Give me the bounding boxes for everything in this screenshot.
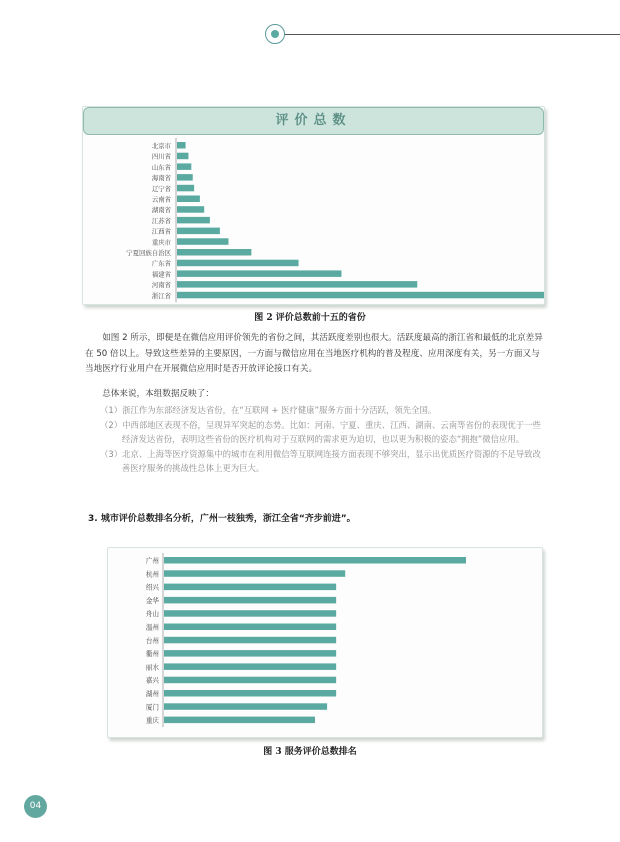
bar xyxy=(164,610,336,617)
bar xyxy=(164,597,336,604)
category-label: 辽宁省 xyxy=(151,184,171,193)
paragraph-text: 总体来说，本组数据反映了： xyxy=(102,389,214,399)
bar xyxy=(177,142,186,149)
category-label: 绍兴 xyxy=(145,583,159,592)
bar xyxy=(164,717,315,724)
category-label: 杭州 xyxy=(145,570,159,579)
list-item: （2）中西部地区表现不俗，呈现异军突起的态势。比如：河南、宁夏、重庆、江西、湖南、云南等省份的表现优于一些经济发达省份，表明这些省份的医疗机构对于互联网的需求更为迫切，也以更为积极的姿态“拥抱”微信应用。 xyxy=(100,419,541,445)
findings-list xyxy=(100,403,545,476)
category-label: 金华 xyxy=(145,596,159,605)
category-label: 海南省 xyxy=(151,174,171,183)
bar xyxy=(177,281,417,288)
chart-provinces-header: 评价总数 xyxy=(83,107,544,135)
category-label: 云南省 xyxy=(151,195,171,204)
bar xyxy=(164,624,336,631)
category-label: 四川省 xyxy=(151,152,171,161)
category-label: 浙江省 xyxy=(151,291,171,300)
category-label: 广东省 xyxy=(151,259,171,268)
category-label: 台州 xyxy=(145,636,159,645)
category-label: 重庆 xyxy=(145,716,159,725)
bar xyxy=(177,217,210,224)
category-label: 江西省 xyxy=(151,227,171,236)
bar xyxy=(164,690,336,697)
page-number: 04 xyxy=(24,795,47,818)
bar xyxy=(177,249,251,256)
chart-provinces-frame xyxy=(82,106,545,305)
category-label: 厦门 xyxy=(145,703,159,712)
bar xyxy=(177,163,191,170)
bar xyxy=(164,650,336,657)
header-rule xyxy=(282,34,620,35)
category-label: 衢州 xyxy=(145,650,159,659)
category-label: 北京市 xyxy=(151,141,171,150)
bar xyxy=(164,703,327,710)
bar xyxy=(164,570,345,577)
chart-cities-svg xyxy=(108,548,542,737)
category-label: 河南省 xyxy=(151,281,171,290)
bar xyxy=(177,238,228,245)
category-label: 湖州 xyxy=(145,689,159,698)
category-label: 丽水 xyxy=(145,663,159,672)
section-heading: 3. 城市评价总数排名分析，广州一枝独秀，浙江全省“齐步前进”。 xyxy=(88,514,356,524)
chart-cities-frame xyxy=(107,547,543,738)
bar xyxy=(164,677,336,684)
paragraph-text: 如图 2 所示，即便是在微信应用评价领先的省份之间，其活跃度差别也很大。活跃度最高的浙江省和最低的北京差异在 50 倍以上。导致这些差异的主要原因，一方面与微信应用在当地医疗机构的普及程度、应用深度有关，另一方面又与当地医疗行业用户在开展微信应用时是否开放评论接口有关。 xyxy=(85,333,543,374)
category-label: 福建省 xyxy=(151,270,171,279)
chart-provinces-svg xyxy=(83,107,544,304)
bar xyxy=(177,206,204,213)
bar xyxy=(177,260,299,267)
category-label: 山东省 xyxy=(151,163,171,172)
bar xyxy=(164,584,336,591)
figure-3-caption: 图 3 服务评价总数排名 xyxy=(263,747,357,757)
category-label: 嘉兴 xyxy=(145,676,159,685)
list-item: （1）浙江作为东部经济发达省份，在“互联网 + 医疗健康”服务方面十分活跃，领先全国。 xyxy=(100,405,437,415)
body-paragraph-2 xyxy=(85,387,545,403)
bar xyxy=(177,270,341,277)
body-paragraph-1 xyxy=(85,331,545,378)
header-circle-ornament xyxy=(265,24,285,44)
category-label: 江苏省 xyxy=(151,216,171,225)
category-label: 重庆市 xyxy=(151,238,171,247)
category-label: 广州 xyxy=(145,556,159,565)
category-label: 湖南省 xyxy=(151,206,171,215)
bar xyxy=(177,228,220,235)
figure-2-caption: 图 2 评价总数前十五的省份 xyxy=(254,313,366,323)
bar xyxy=(177,185,194,192)
bar xyxy=(164,557,466,564)
bar xyxy=(177,153,188,160)
bar xyxy=(177,292,544,299)
bar xyxy=(164,663,336,670)
category-label: 温州 xyxy=(145,623,159,632)
list-item: （3）北京、上海等医疗资源集中的城市在利用微信等互联网连接方面表现不够突出，显示出优质医疗资源的不足导致改善医疗服务的挑战性总体上更为巨大。 xyxy=(100,448,541,474)
category-label: 舟山 xyxy=(145,610,159,619)
bar xyxy=(177,174,193,181)
bar xyxy=(177,196,200,203)
category-label: 宁夏回族自治区 xyxy=(126,248,171,257)
bar xyxy=(164,637,336,644)
